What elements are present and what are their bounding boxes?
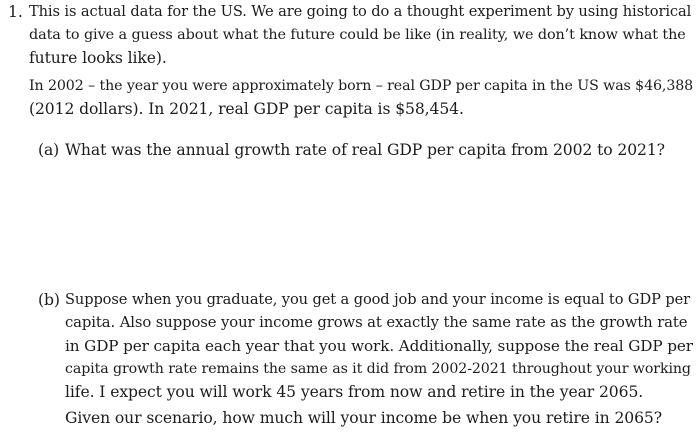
part-a-text: What was the annual growth rate of real GDP per capita from 2002 to 2021? [65, 141, 665, 159]
part-b-line: capita growth rate remains the same as it did from 2002-2021 throughout your working [65, 361, 691, 377]
intro-line: future looks like). [29, 49, 167, 67]
part-b-line: life. I expect you will work 45 years from now and retire in the year 2065. [65, 383, 644, 401]
problem-number: 1. [8, 3, 23, 21]
part-b-question: Given our scenario, how much will your income be when you retire in 2065? [65, 409, 663, 427]
data-line: In 2002 – the year you were approximately born – real GDP per capita in the US was $46,388 [29, 78, 694, 94]
data-line: (2012 dollars). In 2021, real GDP per capita is $58,454. [29, 100, 464, 118]
intro-line: This is actual data for the US. We are going to do a thought experiment by using historical [29, 3, 692, 20]
part-b-label: (b) [38, 291, 60, 309]
part-b-line: Suppose when you graduate, you get a good job and your income is equal to GDP per [65, 291, 690, 308]
part-b-line: in GDP per capita each year that you work. Additionally, suppose the real GDP per [65, 337, 693, 355]
part-a-label: (a) [38, 141, 60, 159]
intro-line: data to give a guess about what the future could be like (in reality, we don’t know what the [29, 27, 686, 43]
part-b-line: capita. Also suppose your income grows at exactly the same rate as the growth rate [65, 314, 688, 331]
